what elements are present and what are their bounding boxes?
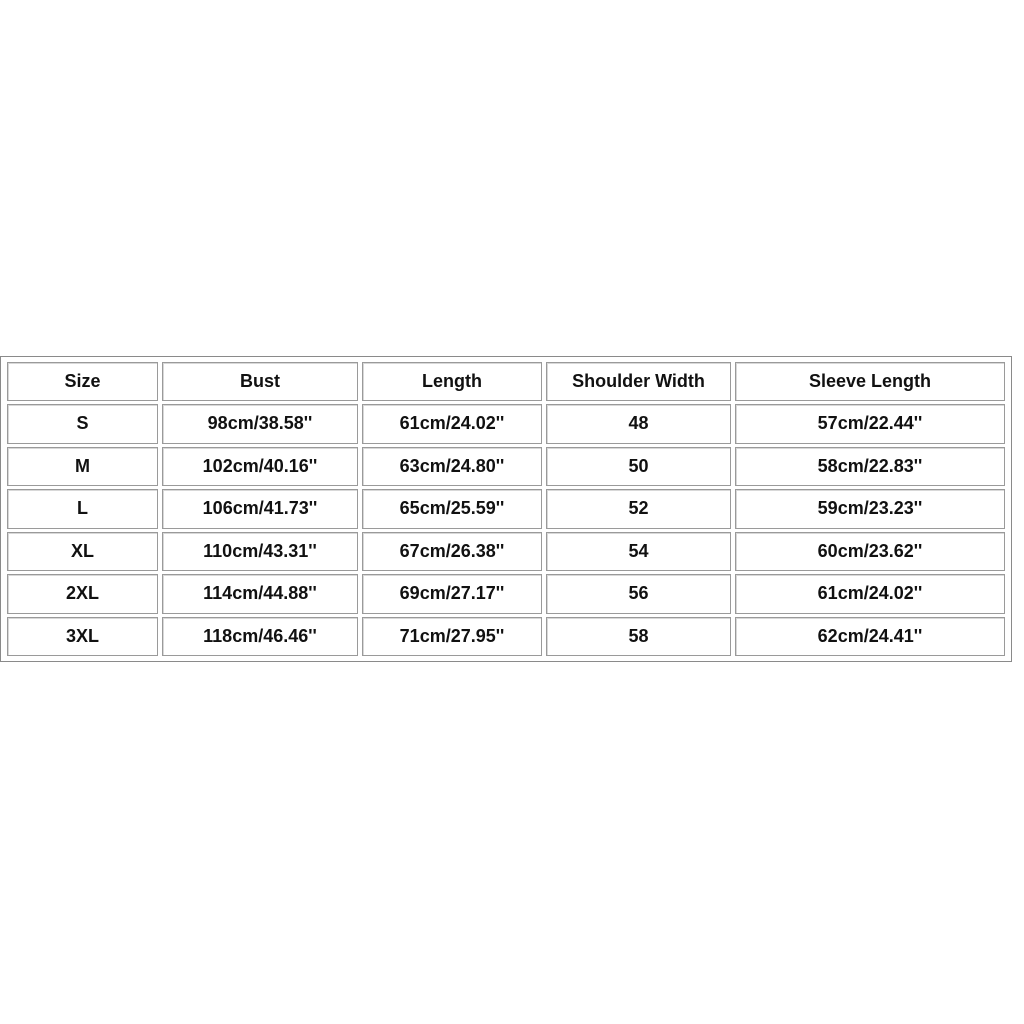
cell-size: S (7, 404, 158, 444)
cell-shoulder-width: 50 (546, 447, 731, 487)
cell-bust: 114cm/44.88'' (162, 574, 358, 614)
cell-size: 2XL (7, 574, 158, 614)
cell-bust: 110cm/43.31'' (162, 532, 358, 572)
cell-sleeve-length: 62cm/24.41'' (735, 617, 1005, 657)
table-row (7, 617, 1005, 657)
header-length: Length (362, 362, 542, 401)
cell-shoulder-width: 56 (546, 574, 731, 614)
cell-sleeve-length: 57cm/22.44'' (735, 404, 1005, 444)
cell-bust: 118cm/46.46'' (162, 617, 358, 657)
size-chart (0, 356, 1012, 662)
cell-shoulder-width: 54 (546, 532, 731, 572)
cell-length: 71cm/27.95'' (362, 617, 542, 657)
cell-sleeve-length: 59cm/23.23'' (735, 489, 1005, 529)
table-row (7, 574, 1005, 614)
cell-bust: 98cm/38.58'' (162, 404, 358, 444)
table-row (7, 532, 1005, 572)
table-row (7, 447, 1005, 487)
cell-shoulder-width: 52 (546, 489, 731, 529)
cell-length: 65cm/25.59'' (362, 489, 542, 529)
cell-length: 67cm/26.38'' (362, 532, 542, 572)
header-size: Size (7, 362, 158, 401)
cell-shoulder-width: 58 (546, 617, 731, 657)
size-table (3, 359, 1009, 659)
cell-length: 69cm/27.17'' (362, 574, 542, 614)
cell-sleeve-length: 58cm/22.83'' (735, 447, 1005, 487)
cell-size: L (7, 489, 158, 529)
header-sleeve-length: Sleeve Length (735, 362, 1005, 401)
cell-length: 63cm/24.80'' (362, 447, 542, 487)
table-row (7, 404, 1005, 444)
cell-bust: 102cm/40.16'' (162, 447, 358, 487)
header-shoulder-width: Shoulder Width (546, 362, 731, 401)
cell-length: 61cm/24.02'' (362, 404, 542, 444)
cell-size: XL (7, 532, 158, 572)
table-header-row (7, 362, 1005, 401)
table-row (7, 489, 1005, 529)
cell-bust: 106cm/41.73'' (162, 489, 358, 529)
cell-sleeve-length: 61cm/24.02'' (735, 574, 1005, 614)
cell-size: M (7, 447, 158, 487)
cell-size: 3XL (7, 617, 158, 657)
cell-shoulder-width: 48 (546, 404, 731, 444)
header-bust: Bust (162, 362, 358, 401)
cell-sleeve-length: 60cm/23.62'' (735, 532, 1005, 572)
